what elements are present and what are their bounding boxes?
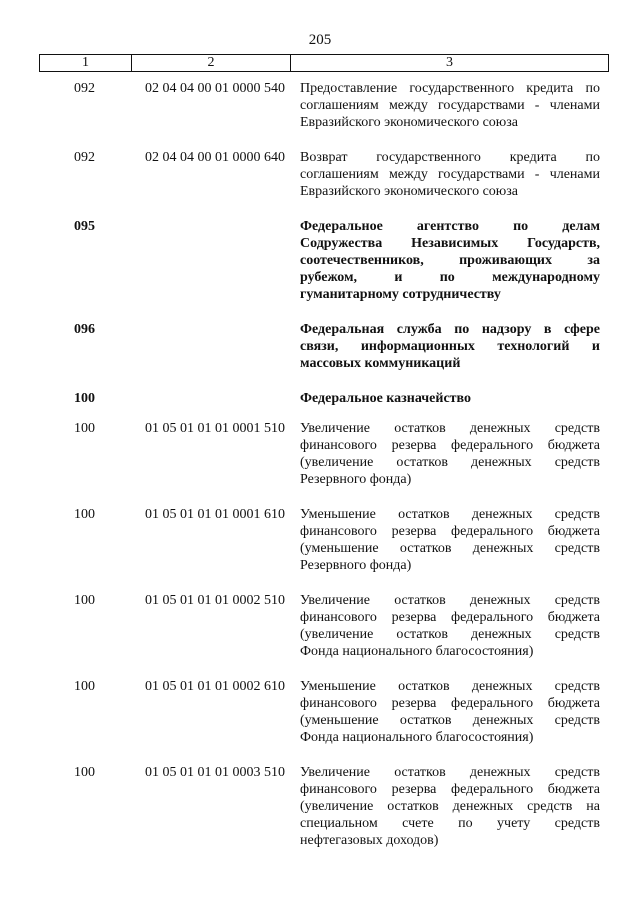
- description-line: (увеличение остатков денежных средств на: [300, 799, 600, 814]
- admin-code: 100: [74, 679, 95, 694]
- table-row: [39, 592, 609, 660]
- table-row: [39, 420, 609, 488]
- description-line: финансового резерва федерального бюджета: [300, 524, 600, 539]
- description-line: Фонда национального благосостояния): [300, 644, 534, 659]
- table-header: [39, 54, 609, 72]
- description-line: Возврат государственного кредита по: [300, 150, 600, 165]
- header-col-2: 2: [132, 55, 291, 71]
- header-col-3: 3: [446, 55, 453, 70]
- description-line: финансового резерва федерального бюджета: [300, 696, 600, 711]
- admin-code: 100: [74, 391, 95, 406]
- admin-code: 100: [74, 593, 95, 608]
- description-line: Увеличение остатков денежных средств: [300, 765, 600, 780]
- description-line: Евразийского экономического союза: [300, 184, 518, 199]
- description-line: Резервного фонда): [300, 472, 412, 487]
- admin-code: 100: [74, 765, 95, 780]
- description: [300, 390, 600, 407]
- admin-code: 092: [74, 81, 95, 96]
- description-line: финансового резерва федерального бюджета: [300, 438, 600, 453]
- description: [300, 764, 600, 849]
- source-code: 01 05 01 01 01 0001 610: [145, 507, 285, 522]
- description-line: Федеральное агентство по делам: [300, 219, 600, 234]
- table-row: [39, 321, 609, 372]
- admin-code: 095: [74, 219, 95, 234]
- table-row: [39, 80, 609, 131]
- table-row: [39, 506, 609, 574]
- description-line: соглашениям между государствами - членами: [300, 167, 600, 182]
- source-code: [130, 321, 300, 372]
- source-code: 01 05 01 01 01 0001 510: [145, 421, 285, 436]
- description-line: связи, информационных технологий и: [300, 339, 600, 354]
- description-line: соотечественников, проживающих за: [300, 253, 600, 268]
- source-code: 02 04 04 00 01 0000 640: [145, 150, 285, 165]
- description-line: гуманитарному сотрудничеству: [300, 287, 501, 302]
- description-line: Содружества Независимых Государств,: [300, 236, 600, 251]
- description: [300, 321, 600, 372]
- description-line: Резервного фонда): [300, 558, 412, 573]
- description: [300, 149, 600, 200]
- table-row: [39, 764, 609, 849]
- table-row: [39, 218, 609, 303]
- header-col-1: 1: [40, 55, 132, 71]
- description-line: Предоставление государственного кредита по: [300, 81, 600, 96]
- source-code: 02 04 04 00 01 0000 540: [145, 81, 285, 96]
- admin-code: 100: [74, 421, 95, 436]
- description-line: Фонда национального благосостояния): [300, 730, 534, 745]
- table-row: [39, 390, 609, 407]
- description-line: (увеличение остатков денежных средств: [300, 627, 600, 642]
- description: [300, 592, 600, 660]
- description-line: рубежом, и по международному: [300, 270, 600, 285]
- description: [300, 678, 600, 746]
- description-line: Увеличение остатков денежных средств: [300, 421, 600, 436]
- source-code: 01 05 01 01 01 0002 510: [145, 593, 285, 608]
- description: [300, 80, 600, 131]
- description-line: (увеличение остатков денежных средств: [300, 455, 600, 470]
- description: [300, 506, 600, 574]
- table-row: [39, 149, 609, 200]
- admin-code: 096: [74, 322, 95, 337]
- description-line: Уменьшение остатков денежных средств: [300, 679, 600, 694]
- description-line: финансового резерва федерального бюджета: [300, 782, 600, 797]
- description-line: Уменьшение остатков денежных средств: [300, 507, 600, 522]
- description-line: соглашениям между государствами - членами: [300, 98, 600, 113]
- description-line: Евразийского экономического союза: [300, 115, 518, 130]
- admin-code: 100: [74, 507, 95, 522]
- description-line: финансового резерва федерального бюджета: [300, 610, 600, 625]
- source-code: [130, 390, 300, 407]
- source-code: 01 05 01 01 01 0003 510: [145, 765, 285, 780]
- description-line: Федеральная служба по надзору в сфере: [300, 322, 600, 337]
- admin-code: 092: [74, 150, 95, 165]
- source-code: [130, 218, 300, 303]
- table-row: [39, 678, 609, 746]
- description-line: нефтегазовых доходов): [300, 833, 439, 848]
- description-line: (уменьшение остатков денежных средств: [300, 713, 600, 728]
- description-line: массовых коммуникаций: [300, 356, 461, 371]
- description: [300, 420, 600, 488]
- table-body: [39, 80, 609, 867]
- description-line: специальном счете по учету средств: [300, 816, 600, 831]
- source-code: 01 05 01 01 01 0002 610: [145, 679, 285, 694]
- description: [300, 218, 600, 303]
- description-line: (уменьшение остатков денежных средств: [300, 541, 600, 556]
- description-line: Увеличение остатков денежных средств: [300, 593, 600, 608]
- page-number: 205: [308, 32, 332, 48]
- description-line: Федеральное казначейство: [300, 391, 472, 406]
